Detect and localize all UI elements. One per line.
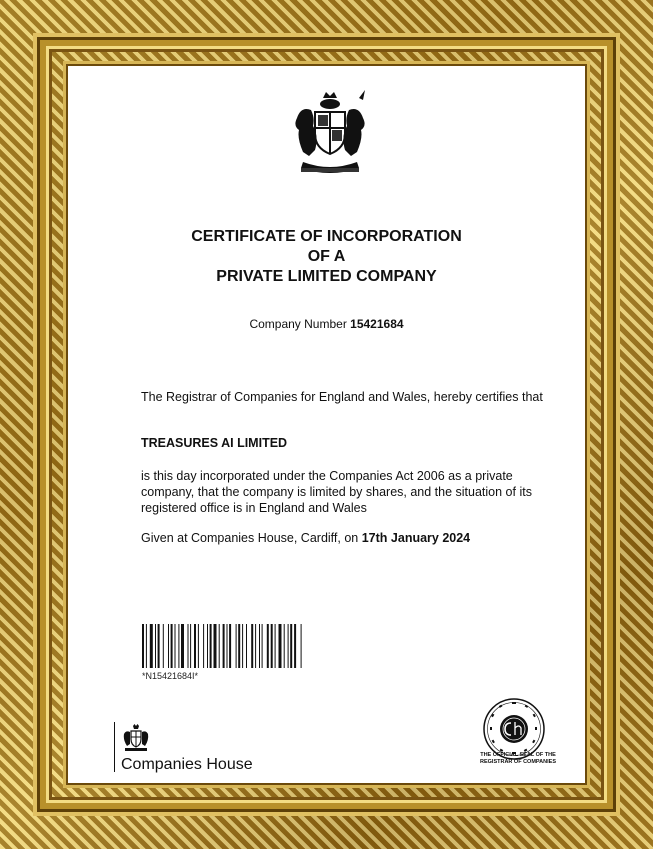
barcode-bar (142, 624, 144, 668)
barcode-bar (251, 624, 253, 668)
barcode-bar (279, 624, 282, 668)
barcode-bar (275, 624, 276, 668)
seal-caption (463, 752, 573, 766)
title-line-3: PRIVATE LIMITED COMPANY (216, 268, 437, 285)
barcode-bar (188, 624, 189, 668)
barcode-bar (288, 624, 289, 668)
barcode-bar (259, 624, 260, 668)
barcode-bar (158, 624, 160, 668)
barcode-bar (246, 624, 247, 668)
barcode-bar (214, 624, 217, 668)
barcode (142, 624, 360, 668)
barcode-bar (267, 624, 269, 668)
company-name (141, 435, 561, 451)
companies-house-divider (114, 722, 115, 772)
companies-house-crest-icon (121, 724, 151, 752)
barcode-bar (150, 624, 153, 668)
barcode-bar (238, 624, 240, 668)
barcode-bar (262, 624, 263, 668)
barcode-bar (210, 624, 212, 668)
given-at-prefix: Given at Companies House, Cardiff, on (141, 531, 359, 545)
barcode-bar (190, 624, 191, 668)
company-number-line (68, 317, 585, 331)
companies-house-name: Companies House (121, 756, 253, 773)
company-number-value: 15421684 (350, 317, 404, 331)
barcode-bar (290, 624, 292, 668)
barcode-bar (242, 624, 243, 668)
title-line-1: CERTIFICATE OF INCORPORATION (191, 228, 462, 245)
certificate-title (68, 227, 585, 287)
barcode-label: *N15421684I* (142, 671, 199, 681)
barcode-bar (219, 624, 220, 668)
company-number-label: Company Number (249, 317, 347, 331)
barcode-bar (203, 624, 204, 668)
barcode-bar (271, 624, 273, 668)
royal-coat-of-arms-icon (283, 88, 377, 182)
given-at-line (141, 530, 561, 546)
title-line-2: OF A (307, 248, 346, 265)
barcode-bar (163, 624, 164, 668)
barcode-bar (194, 624, 196, 668)
barcode-bar (178, 624, 179, 668)
certificate-paper (68, 66, 585, 783)
barcode-bar (236, 624, 237, 668)
seal-caption-line-2: REGISTRAR OF COMPANIES (480, 759, 556, 765)
barcode-bar (301, 624, 302, 668)
barcode-bar (168, 624, 169, 668)
incorporation-paragraph: is this day incorporated under the Companies Act 2006 as a private company, that the company is limited by shares, and the situation of its registered office is in England and Wales (141, 469, 532, 515)
seal-caption-line-1: THE OFFICIAL SEAL OF THE (480, 752, 556, 758)
barcode-bar (227, 624, 228, 668)
barcode-bar (207, 624, 208, 668)
certifies-paragraph: The Registrar of Companies for England and Wales, hereby certifies that (141, 390, 543, 404)
given-date: 17th January 2024 (361, 531, 471, 545)
barcode-bar (146, 624, 147, 668)
barcode-bar (255, 624, 256, 668)
barcode-bar (181, 624, 184, 668)
barcode-bar (223, 624, 225, 668)
company-name-text: TREASURES AI LIMITED (141, 436, 288, 450)
barcode-bar (175, 624, 176, 668)
barcode-bar (198, 624, 199, 668)
barcode-bar (284, 624, 285, 668)
barcode-bar (155, 624, 156, 668)
barcode-bar (294, 624, 296, 668)
barcode-bar (171, 624, 173, 668)
barcode-bar (229, 624, 231, 668)
